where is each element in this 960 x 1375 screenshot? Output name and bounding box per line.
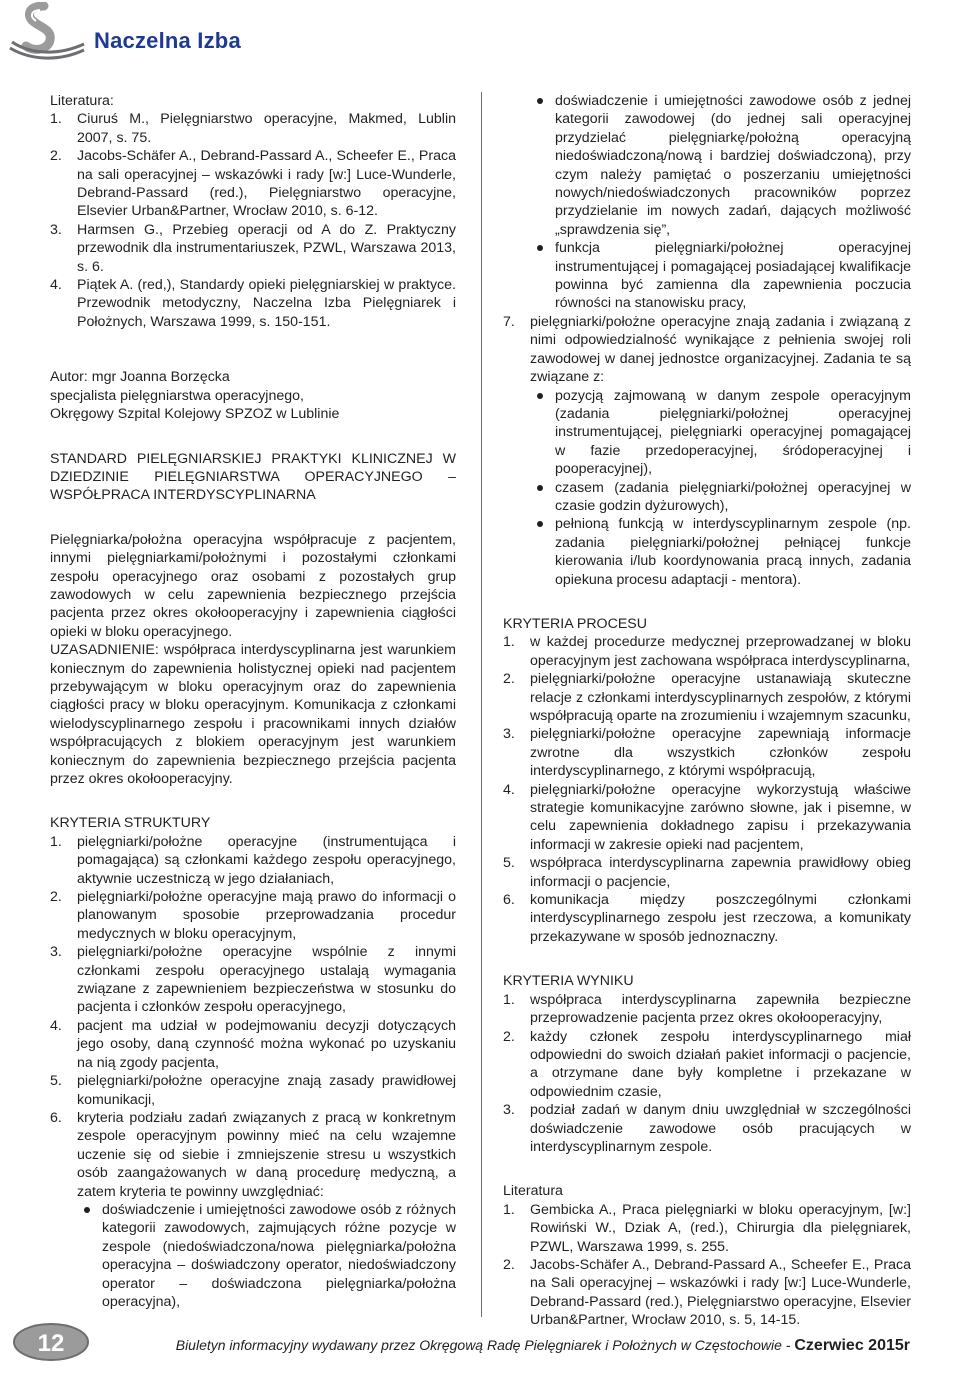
process-criteria-list	[503, 633, 911, 946]
list-item: 1. w każdej procedurze medycznej przeprowadzanej w bloku operacyjnym jest zachowana współpraca interdyscyplinarna,	[503, 634, 911, 669]
list-item: 6. komunikacja między poszczególnymi członkami interdyscyplinarnego zespołu jest rzeczowa, a komunikaty przekazywane w sposób jednoznaczny.	[503, 892, 911, 945]
list-item: 3. pielęgniarki/położne operacyjne wspólnie z innymi członkami zespołu operacyjnego ustalają wymagania związane z zapewnieniem bezpieczeństwa w stosunku do pacjenta i członków zespołu operacyjnego,	[50, 944, 456, 1016]
process-heading: KRYTERIA PROCESU	[503, 615, 648, 632]
literature-heading: Literatura:	[50, 93, 114, 109]
author-name: Autor: mgr Joanna Borzęcka	[50, 369, 230, 386]
literature-list	[50, 110, 456, 331]
list-item: 4. Piątek A. (red,), Standardy opieki pielęgniarskiej w praktyce. Przewodnik metodyczny, Naczelna Izba Pielęgniarek i Położnych, Warszawa 1999, s. 150-151.	[50, 277, 456, 330]
author-block	[50, 368, 456, 423]
author-affiliation: Okręgowy Szpital Kolejowy SPZOZ w Lublinie	[50, 406, 340, 423]
list-item: 4. pacjent ma udział w podejmowaniu decyzji dotyczących jego osoby, daną czynność można wykonać po uzyskaniu na nią zgody pacjenta,	[50, 1017, 456, 1071]
left-column	[50, 92, 456, 1311]
list-item: 2. pielęgniarki/położne operacyjne ustanawiają skuteczne relacje z członkami interdyscyplinarnych zespołów, z którymi współpracują oparte na zrozumieniu i wzajemnym szacunku,	[503, 671, 911, 724]
footer-issue: Czerwiec 2015r	[794, 1337, 910, 1354]
outcome-heading: KRYTERIA WYNIKU	[503, 973, 634, 990]
list-item: 1. Ciuruś M., Pielęgniarstwo operacyjne, Makmed, Lublin 2007, s. 75.	[50, 111, 456, 146]
structure-bullet-list	[77, 1201, 456, 1311]
bullet-item: pełnioną funkcją w interdyscyplinarnym zespole (np. zadania pielęgniarki/położnej pełniącej funkcje kierowania i/lub koordynowania pracą innych, zadania opiekuna procesu adaptacji - mentora).	[530, 515, 911, 589]
structure-criteria-list	[50, 833, 456, 1201]
structure-criteria-continued	[503, 313, 911, 387]
right-column	[503, 92, 911, 1330]
list-item: 1. współpraca interdyscyplinarna zapewniła bezpieczne przeprowadzenie pacjenta przez okres okołooperacyjny,	[503, 991, 911, 1027]
list-item: 7. pielęgniarki/położne operacyjne znają zadania i związaną z nimi odpowiedzialność wynikające z pełnienia swojej roli zawodowej w danej jednostce organizacyjnej. Zadania te są związane z:	[503, 313, 911, 386]
bullet-item: czasem (zadania pielęgniarki/położnej operacyjnej w czasie godzin dyżurowych),	[530, 479, 911, 516]
chamber-logo-icon	[6, 2, 86, 60]
page-number: 12	[37, 1330, 65, 1357]
list-item: 5. pielęgniarki/położne operacyjne znają zasady prawidłowej komunikacji,	[50, 1073, 456, 1108]
list-item: 1. pielęgniarki/położne operacyjne (instrumentująca i pomagająca) są członkami każdego zespołu operacyjnego, aktywnie uczestniczą w jego działaniach,	[50, 833, 456, 887]
list-item: 2. Jacobs-Schäfer A., Debrand-Passard A., Scheefer E., Praca na Sali operacyjnej – wskazówki i rady [w:] Luce-Wunderle, Debrand-Passard (red.), Pielęgniarstwo operacyjne, Elsevier Urban&Partner, Wrocław 2010, s. 5, 14-15.	[503, 1256, 911, 1329]
list-item: 2. każdy członek zespołu interdyscyplinarnego miał odpowiedni do swoich działań pakiet informacji o pacjencie, a otrzymane dane były kompletne i przekazane w odpowiednim czasie,	[503, 1028, 911, 1100]
list-item: 4. pielęgniarki/położne operacyjne wykorzystują właściwe strategie komunikacyjne zarówno słowne, jak i pisemne, w celu zapewnienia dokładnego zapisu i przekazywania informacji w zakresie opieki nad pacjentem,	[503, 781, 911, 853]
list-item: 5. współpraca interdyscyplinarna zapewnia prawidłowy obieg informacji o pacjencie,	[503, 855, 911, 890]
bullet-item: doświadczenie i umiejętności zawodowe osób z różnych kategorii zawodowych, zajmujących różne pozycje w zespole (niedoświadczona/nowa pielęgniarka/położna operacyjna – doświadczony operator, niedoświadczony operator – doświadczona pielęgniarka/położna operacyjna),	[77, 1201, 456, 1311]
column-divider	[481, 92, 482, 1317]
standard-title: STANDARD PIELĘGNIARSKIEJ PRAKTYKI KLINICZNEJ W DZIEDZINIE PIELĘGNIARSTWA OPERACYJNEGO – WSPÓŁPRACA INTERDYSCYPLINARNA	[50, 450, 456, 504]
literature-list-right	[503, 1201, 911, 1330]
list-item: 6. kryteria podziału zadań związanych z pracą w konkretnym zespole operacyjnym powinny mieć na celu wzajemne uczenie się od siebie i zmniejszenie stresu u wszystkich osób zaangażowanych w daną procedurę medyczną, a zatem kryteria te powinny uwzględniać:	[50, 1109, 456, 1200]
list-item: 1. Gembicka A., Praca pielęgniarki w bloku operacyjnym, [w:] Rowiński W., Dziak A, (red.), Chirurgia dla pielęgniarek, PZWL, Warszawa 1999, s. 255.	[503, 1201, 911, 1255]
author-title: specjalista pielęgniarstwa operacyjnego,	[50, 387, 304, 404]
role-bullet-list	[530, 387, 911, 589]
page-header	[0, 0, 960, 62]
list-item: 3. podział zadań w danym dniu uwzględniał w szczególności doświadczenie zawodowe osób pracujących w interdyscyplinarnym zespole.	[503, 1102, 911, 1155]
intro-paragraph: Pielęgniarka/położna operacyjna współpracuje z pacjentem, innymi pielęgniarkami/położnymi i pozostałymi członkami zespołu operacyjnego oraz osobami z pozostałych grup zawodowych w celu zapewnienia bezpiecznego przejścia pacjenta przez okres okołooperacyjny i zapewnienia ciągłości opieki w bloku operacyjnego.	[50, 531, 456, 640]
footer-bulletin-text: Biuletyn informacyjny wydawany przez Okręgową Radę Pielęgniarek i Położnych w Częstochowie -	[175, 1337, 795, 1353]
bullet-item: funkcja pielęgniarki/położnej operacyjnej instrumentującej i pomagającej posiadającej kwalifikacje powinna być zamienna dla zapewnienia poczucia równości na stanowisku pracy,	[530, 239, 911, 313]
list-item: 3. Harmsen G., Przebieg operacji od A do Z. Praktyczny przewodnik dla instrumentariuszek, PZWL, Warszawa 2013, s. 6.	[50, 221, 456, 275]
structure-heading: KRYTERIA STRUKTURY	[50, 815, 211, 832]
footer-bulletin	[176, 1337, 910, 1355]
literature-heading-right: Literatura	[503, 1183, 563, 1200]
list-item: 2. Jacobs-Schäfer A., Debrand-Passard A., Scheefer E., Praca na sali operacyjnej – wskazówki i rady [w:] Luce-Wunderle, Debrand-Passard (red.), Pielęgniarstwo operacyjne, Elsevier Urban&Partner, Wrocław 2010, s. 6-12.	[50, 148, 456, 220]
list-item: 2. pielęgniarki/położne operacyjne mają prawo do informacji o planowanym sposobie przeprowadzania procedur medycznych w bloku operacyjnym,	[50, 889, 456, 942]
list-item: 3. pielęgniarki/położne operacyjne zapewniają informacje zwrotne dla wszystkich członków zespołu interdyscyplinarnego, z którymi współpracują,	[503, 726, 911, 780]
task-bullet-list	[530, 92, 911, 313]
bullet-item: doświadczenie i umiejętności zawodowe osób z jednej kategorii zawodowej (do jednej sali operacyjnej przydzielać pielęgniarkę/położną operacyjną niedoświadczoną/nową i bardziej doświadczoną), przy czym należy pamiętać o poszerzaniu umiejętności nowych/niedoświadczonych pracowników poprzez przydzielanie im nowych zadań, dających możliwość „sprawdzenia się”,	[530, 92, 911, 239]
bullet-item: pozycją zajmowaną w danym zespole operacyjnym (zadania pielęgniarki/położnej operacyjnej instrumentującej, pielęgniarki operacyjnej pomagającej w fazie przedoperacyjnej, śródoperacyjnej i pooperacyjnej),	[530, 387, 911, 479]
header-title: Naczelna Izba	[94, 28, 241, 53]
outcome-criteria-list	[503, 991, 911, 1157]
justification-paragraph: UZASADNIENIE: współpraca interdyscyplinarna jest warunkiem koniecznym do zapewnienia holistycznej opieki nad pacjentem przebywającym w bloku operacyjnym oraz do zapewnienia ciągłości pracy w bloku operacyjnym. Komunikacja z członkami wielodyscyplinarnego zespołu i pracownikami innych działów współpracujących z blokiem operacyjnym jest warunkiem koniecznym do zapewnienia bezpiecznego przejścia pacjenta przez okres okołooperacyjny.	[50, 642, 456, 787]
